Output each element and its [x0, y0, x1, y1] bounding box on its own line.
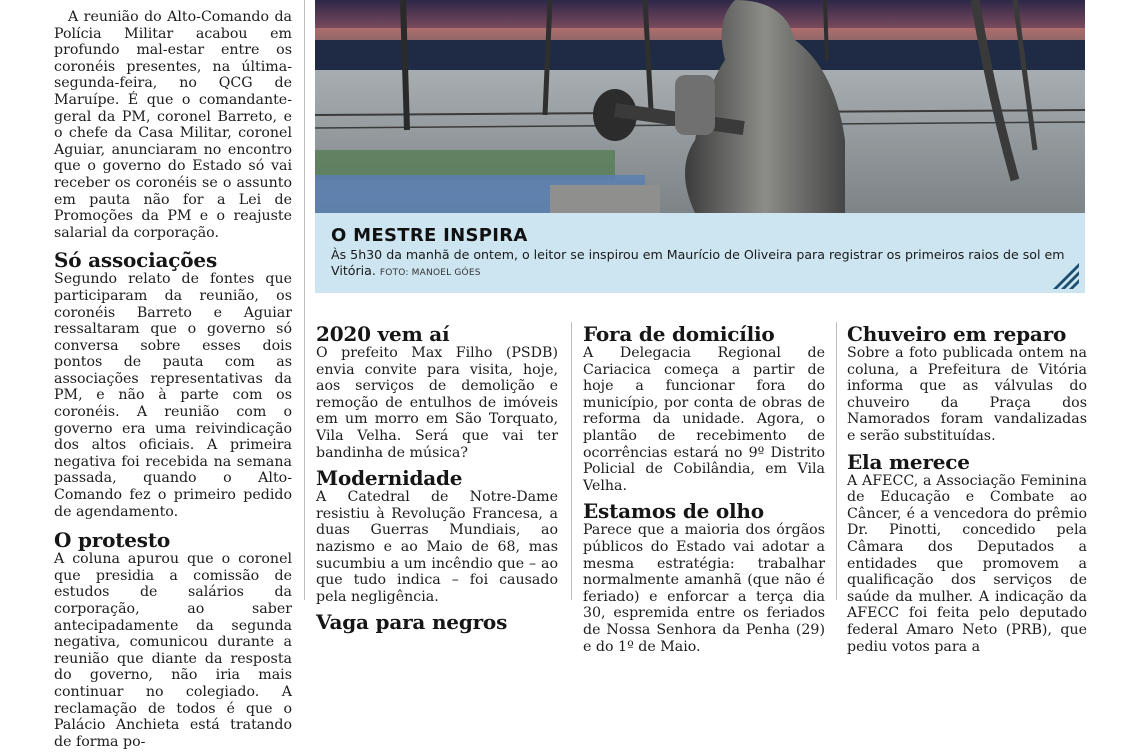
article-body: A coluna apurou que o coronel que presidia a comissão de estudos de salários da corporação, ao saber antecipadamente da segunda negativa, comunicou durante a reunião que diante da resposta do governo, não iria mais continuar no colegiado. A reclamação de todos é que o Palácio Anchieta está tratando de forma po- [54, 551, 292, 750]
article-heading: Só associações [54, 248, 218, 273]
corner-stripes-icon [1053, 263, 1079, 289]
article-body: A Catedral de Notre-Dame resistiu à Revolução Francesa, a duas Guerras Mundiais, ao nazismo e ao Maio de 68, mas sucumbiu a um incêndio que – ao que tudo indica – foi causado pela negligência. [316, 489, 558, 605]
column-divider [836, 322, 837, 600]
article-body: Parece que a maioria dos órgãos públicos do Estado vai adotar a mesma estratégia: trabalhar normalmente amanhã (que não é feriado) e enforcar a terça dia 30, espremida entre os feriados de Nossa Senhora da Penha (29) e do 1º de Maio. [583, 522, 825, 655]
photo-illustration [315, 0, 1085, 213]
article-modernidade [316, 467, 558, 605]
article-body: A Delegacia Regional de Cariacica começa a partir de hoje a funcionar fora do município, por conta de obras de reforma da unidade. Agora, o plantão de recebimento de ocorrências estará no 9º Distrito Policial de Cobilândia, em Vila Velha. [583, 345, 825, 494]
photo-credit: FOTO: MANOEL GÓES [379, 268, 481, 278]
caption-text-wrapper [331, 247, 1067, 281]
column-4 [847, 323, 1087, 660]
column-divider [571, 322, 572, 600]
article-vaga-para-negros [316, 611, 558, 633]
column-2 [316, 323, 558, 638]
article-heading: Chuveiro em reparo [847, 322, 1067, 346]
article-heading: Vaga para negros [316, 610, 508, 635]
intro-paragraph: A reunião do Alto-Comando da Polícia Militar acabou em profundo mal-estar entre os coronéis presentes, na última-segunda-feira, no QCG de Maruípe. É que o comandante-geral da PM, coronel Barreto, e o chefe da Casa Militar, coronel Aguiar, anunciaram no encontro que o governo do Estado só vai receber os coronéis se o assunto em pauta não for a Lei de Promoções da PM e o reajuste salarial da corporação. [54, 9, 292, 241]
photo-statue-at-dawn [315, 0, 1085, 213]
article-body: Sobre a foto publicada ontem na coluna, a Prefeitura de Vitória informa que as válvulas do chuveiro da Praça dos Namorados foram vandalizadas e serão substituídas. [847, 345, 1087, 444]
article-heading: 2020 vem aí [316, 322, 450, 346]
article-estamos-de-olho [583, 500, 825, 655]
article-body: O prefeito Max Filho (PSDB) envia convite para visita, hoje, aos serviços de demolição e remoção de entulhos de imóveis em um morro em São Torquato, Vila Velha. Será que vai ter bandinha de música? [316, 345, 558, 461]
caption-text: Às 5h30 da manhã de ontem, o leitor se inspirou em Maurício de Oliveira para registrar os primeiros raios de sol em Vitória. [331, 247, 1065, 278]
caption-title: O MESTRE INSPIRA [331, 225, 528, 246]
column-divider [304, 0, 305, 600]
article-heading: Estamos de olho [583, 499, 764, 524]
article-heading: Fora de domicílio [583, 322, 775, 346]
photo-caption-box [315, 213, 1085, 293]
article-body: A AFECC, a Associação Feminina de Educação e Combate ao Câncer, é a vencedora do prêmio Dr. Pinotti, concedido pela Câmara dos Deputados a entidades que promovem a qualificação dos serviços de saúde da mulher. A indicação da AFECC foi feita pelo deputado federal Amaro Neto (PRB), que pediu votos para a [847, 472, 1087, 655]
column-3 [583, 323, 825, 660]
article-heading: Modernidade [316, 466, 463, 491]
article-heading: O protesto [54, 528, 171, 553]
article-so-associacoes [54, 249, 292, 520]
article-o-protesto [54, 529, 292, 750]
article-heading: Ela merece [847, 449, 970, 474]
left-column [54, 0, 292, 755]
article-2020-vem-ai [316, 323, 558, 461]
article-chuveiro-em-reparo [847, 323, 1087, 445]
article-fora-de-domicilio [583, 323, 825, 494]
article-body: Segundo relato de fontes que participaram da reunião, os coronéis Barreto e Aguiar ressaltaram que o governo só conversa sobre esses dois pontos de pauta com as associações representativas da PM, e não à parte com os coronéis. A reunião com o governo era uma reivindicação dos altos oficiais. A primeira negativa foi recebida na semana passada, quando o Alto-Comando fez o primeiro pedido de agendamento. [54, 271, 292, 520]
article-ela-merece [847, 451, 1087, 656]
